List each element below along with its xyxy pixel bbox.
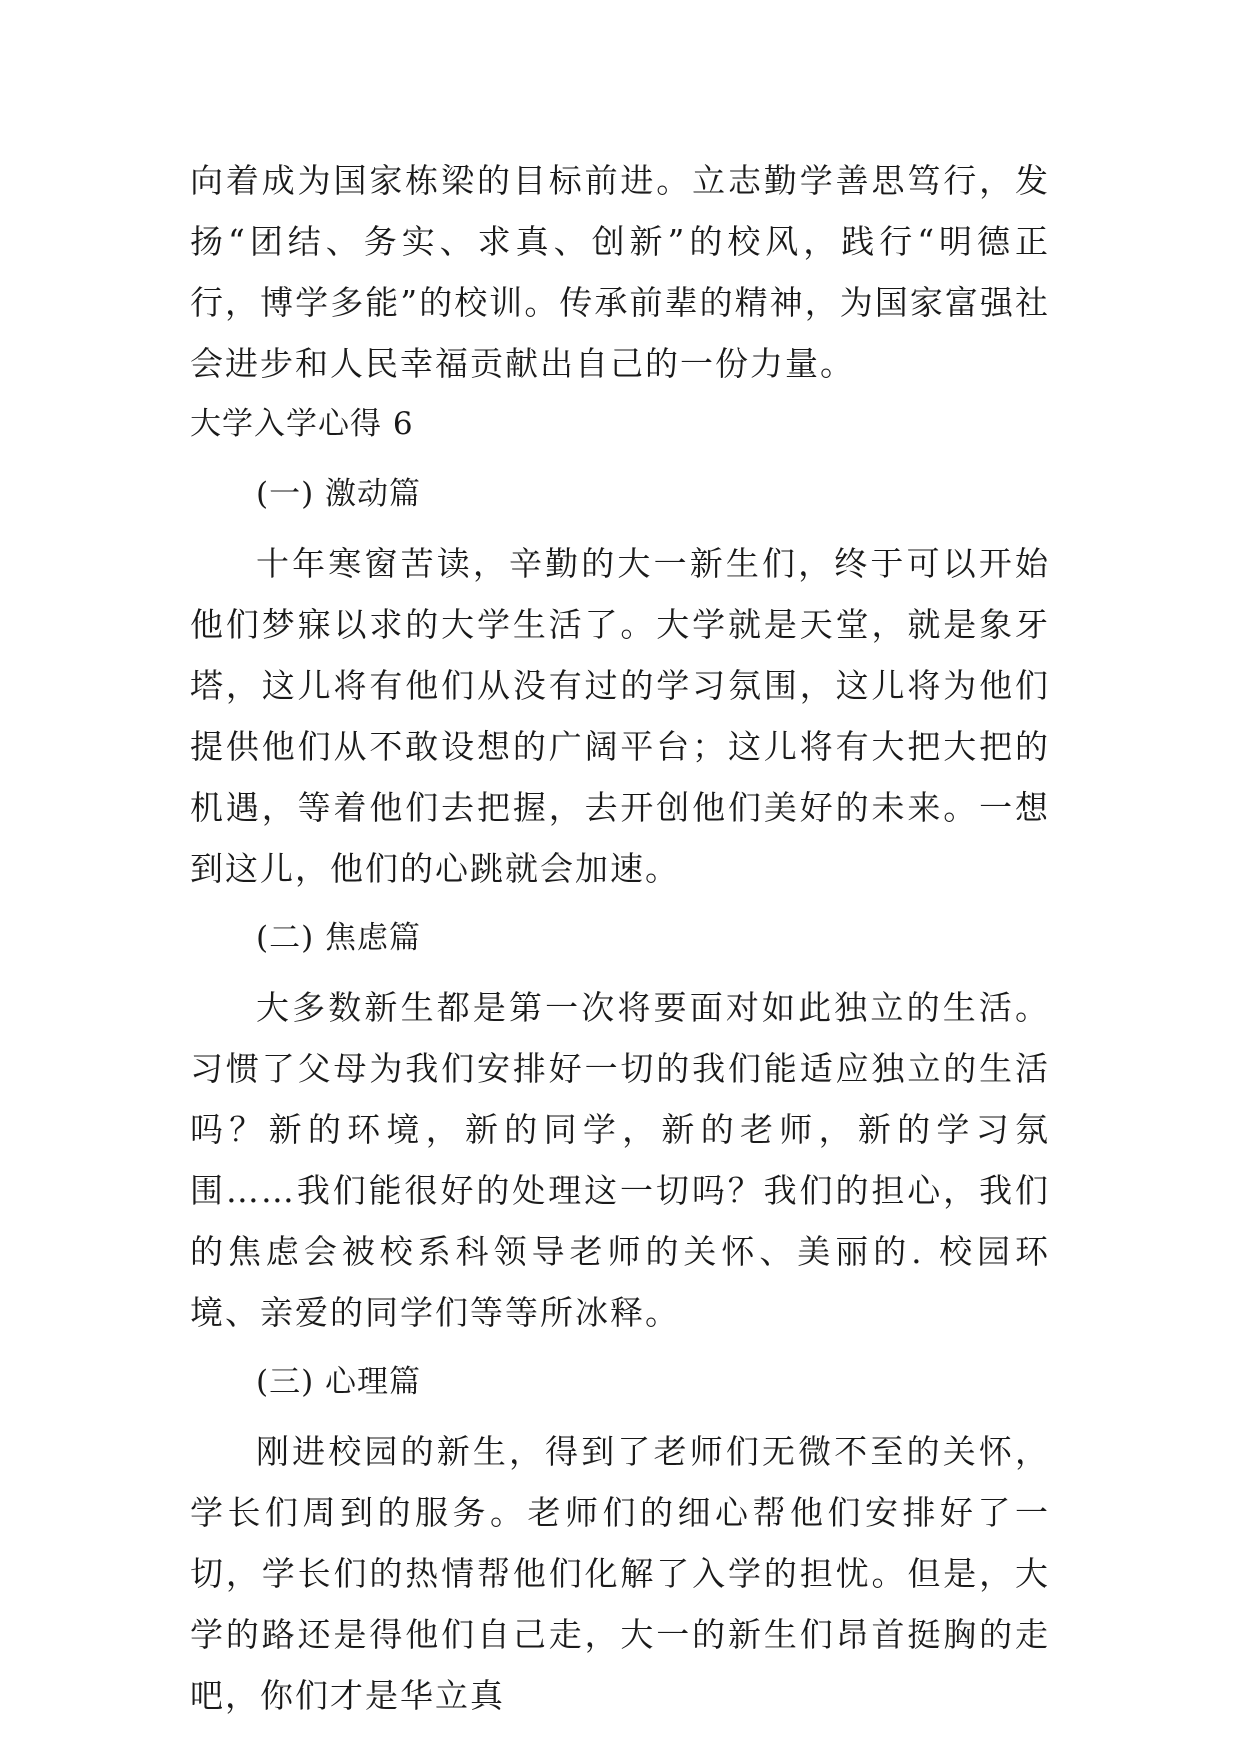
part-heading-excitement: (一) 激动篇 <box>256 476 422 512</box>
section-title: 大学入学心得 6 <box>190 406 414 442</box>
part-text-psychology: 刚进校园的新生，得到了老师们无微不至的关怀，学长们周到的服务。老师们的细心帮他们安排好了一切，学长们的热情帮他们化解了入学的担忧。但是，大学的路还是得他们自己走，大一的新生们昂首挺胸的走吧，你们才是华立真 <box>190 1432 1050 1715</box>
intro-paragraph: 向着成为国家栋梁的目标前进。立志勤学善思笃行，发扬“团结、务实、求真、创新”的校风，践行“明德正行，博学多能”的校训。传承前辈的精神，为国家富强社会进步和人民幸福贡献出自己的一份力量。 <box>190 161 1050 383</box>
part-heading-psychology: (三) 心理篇 <box>256 1364 422 1400</box>
part-heading-anxiety: (二) 焦虑篇 <box>256 920 422 956</box>
document-body <box>190 150 1050 1726</box>
part-text-anxiety: 大多数新生都是第一次将要面对如此独立的生活。习惯了父母为我们安排好一切的我们能适应独立的生活吗？新的环境，新的同学，新的老师，新的学习氛围……我们能很好的处理这一切吗？我们的担心，我们的焦虑会被校系科领导老师的关怀、美丽的. 校园环境、亲爱的同学们等等所冰释。 <box>190 988 1050 1332</box>
part-text-excitement: 十年寒窗苦读，辛勤的大一新生们，终于可以开始他们梦寐以求的大学生活了。大学就是天堂，就是象牙塔，这儿将有他们从没有过的学习氛围，这儿将为他们提供他们从不敢设想的广阔平台；这儿将有大把大把的机遇，等着他们去把握，去开创他们美好的未来。一想到这儿，他们的心跳就会加速。 <box>190 544 1050 888</box>
